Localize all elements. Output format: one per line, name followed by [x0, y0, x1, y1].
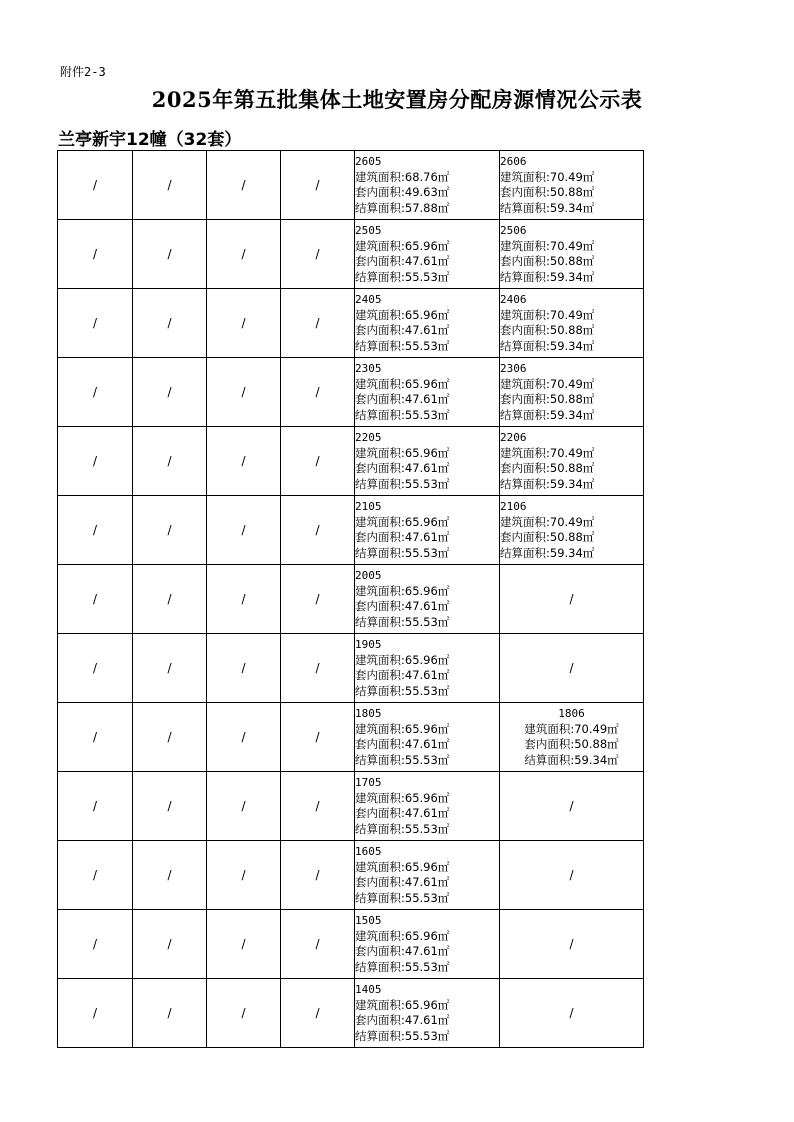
empty-cell: / [281, 772, 355, 841]
settlement-area: 结算面积:55.53㎡ [355, 752, 450, 767]
unit-number: 1505 [355, 914, 382, 927]
empty-cell: / [207, 427, 281, 496]
inner-area: 套内面积:47.61㎡ [355, 530, 450, 544]
unit-number: 2406 [500, 293, 527, 306]
settlement-area: 结算面积:59.34㎡ [500, 269, 595, 284]
unit-number: 2106 [500, 500, 527, 513]
empty-cell: / [500, 772, 644, 841]
unit-number: 2405 [355, 293, 382, 306]
settlement-area: 结算面积:59.34㎡ [500, 407, 595, 422]
unit-cell [500, 427, 644, 496]
building-area: 建筑面积:70.49㎡ [500, 376, 595, 391]
empty-cell: / [58, 220, 133, 289]
inner-area: 套内面积:47.61㎡ [355, 668, 450, 682]
unit-number: 1805 [355, 707, 382, 720]
table-row [58, 151, 644, 220]
building-area: 建筑面积:70.49㎡ [500, 307, 595, 322]
unit-number: 2005 [355, 569, 382, 582]
empty-cell: / [58, 427, 133, 496]
unit-number: 1905 [355, 638, 382, 651]
empty-cell: / [281, 841, 355, 910]
building-area: 建筑面积:65.96㎡ [355, 652, 450, 667]
table-row [58, 427, 644, 496]
settlement-area: 结算面积:55.53㎡ [355, 1028, 450, 1043]
building-area: 建筑面积:65.96㎡ [355, 721, 450, 736]
inner-area: 套内面积:50.88㎡ [500, 254, 595, 268]
building-area: 建筑面积:65.96㎡ [355, 514, 450, 529]
empty-cell: / [207, 634, 281, 703]
inner-area: 套内面积:47.61㎡ [355, 254, 450, 268]
building-area: 建筑面积:68.76㎡ [355, 169, 450, 184]
attachment-label: 附件2-3 [60, 65, 106, 79]
unit-cell [355, 841, 500, 910]
settlement-area: 结算面积:55.53㎡ [355, 614, 450, 629]
building-area: 建筑面积:65.96㎡ [355, 307, 450, 322]
table-row [58, 289, 644, 358]
empty-cell: / [133, 703, 207, 772]
empty-cell: / [500, 841, 644, 910]
unit-number: 2306 [500, 362, 527, 375]
empty-cell: / [281, 289, 355, 358]
settlement-area: 结算面积:55.53㎡ [355, 476, 450, 491]
empty-cell: / [58, 634, 133, 703]
building-area: 建筑面积:70.49㎡ [500, 238, 595, 253]
empty-cell: / [133, 841, 207, 910]
unit-cell [355, 634, 500, 703]
building-area: 建筑面积:65.96㎡ [355, 790, 450, 805]
empty-cell: / [58, 910, 133, 979]
empty-cell: / [207, 841, 281, 910]
empty-cell: / [207, 220, 281, 289]
housing-table [57, 150, 644, 1048]
settlement-area: 结算面积:55.53㎡ [355, 269, 450, 284]
empty-cell: / [281, 427, 355, 496]
empty-cell: / [207, 910, 281, 979]
building-area: 建筑面积:65.96㎡ [355, 376, 450, 391]
table-row [58, 703, 644, 772]
table-row [58, 565, 644, 634]
unit-cell [500, 496, 644, 565]
unit-number: 1605 [355, 845, 382, 858]
building-area: 建筑面积:70.49㎡ [524, 721, 619, 736]
settlement-area: 结算面积:55.53㎡ [355, 890, 450, 905]
inner-area: 套内面积:47.61㎡ [355, 875, 450, 889]
settlement-area: 结算面积:55.53㎡ [355, 545, 450, 560]
inner-area: 套内面积:50.88㎡ [500, 323, 595, 337]
empty-cell: / [58, 703, 133, 772]
table-row [58, 358, 644, 427]
unit-number: 1806 [558, 707, 585, 720]
inner-area: 套内面积:47.61㎡ [355, 461, 450, 475]
empty-cell: / [133, 634, 207, 703]
empty-cell: / [133, 496, 207, 565]
empty-cell: / [133, 151, 207, 220]
unit-cell [355, 358, 500, 427]
empty-cell: / [281, 565, 355, 634]
empty-cell: / [133, 358, 207, 427]
table-row [58, 772, 644, 841]
unit-cell [500, 703, 644, 772]
empty-cell: / [133, 565, 207, 634]
inner-area: 套内面积:50.88㎡ [500, 392, 595, 406]
empty-cell: / [281, 358, 355, 427]
unit-number: 2505 [355, 224, 382, 237]
empty-cell: / [58, 772, 133, 841]
empty-cell: / [133, 910, 207, 979]
inner-area: 套内面积:47.61㎡ [355, 944, 450, 958]
unit-cell [355, 496, 500, 565]
building-area: 建筑面积:65.96㎡ [355, 997, 450, 1012]
building-area: 建筑面积:70.49㎡ [500, 169, 595, 184]
empty-cell: / [281, 634, 355, 703]
empty-cell: / [133, 427, 207, 496]
unit-cell [500, 358, 644, 427]
unit-cell [355, 565, 500, 634]
unit-cell [355, 772, 500, 841]
empty-cell: / [207, 979, 281, 1048]
inner-area: 套内面积:47.61㎡ [355, 599, 450, 613]
unit-number: 2605 [355, 155, 382, 168]
settlement-area: 结算面积:59.34㎡ [500, 476, 595, 491]
empty-cell: / [207, 289, 281, 358]
settlement-area: 结算面积:55.53㎡ [355, 959, 450, 974]
building-area: 建筑面积:65.96㎡ [355, 859, 450, 874]
unit-number: 2606 [500, 155, 527, 168]
empty-cell: / [133, 289, 207, 358]
empty-cell: / [281, 496, 355, 565]
empty-cell: / [207, 703, 281, 772]
building-area: 建筑面积:65.96㎡ [355, 238, 450, 253]
page-title: 2025年第五批集体土地安置房分配房源情况公示表 [151, 87, 643, 112]
housing-table-body [58, 151, 644, 1048]
settlement-area: 结算面积:55.53㎡ [355, 338, 450, 353]
table-row [58, 634, 644, 703]
inner-area: 套内面积:50.88㎡ [500, 461, 595, 475]
empty-cell: / [281, 220, 355, 289]
building-area: 建筑面积:70.49㎡ [500, 445, 595, 460]
empty-cell: / [133, 979, 207, 1048]
unit-cell [355, 151, 500, 220]
settlement-area: 结算面积:57.88㎡ [355, 200, 450, 215]
empty-cell: / [58, 358, 133, 427]
empty-cell: / [500, 979, 644, 1048]
empty-cell: / [58, 565, 133, 634]
settlement-area: 结算面积:55.53㎡ [355, 407, 450, 422]
unit-number: 2506 [500, 224, 527, 237]
unit-number: 2105 [355, 500, 382, 513]
unit-number: 2206 [500, 431, 527, 444]
building-area: 建筑面积:65.96㎡ [355, 928, 450, 943]
building-area: 建筑面积:65.96㎡ [355, 445, 450, 460]
table-row [58, 979, 644, 1048]
inner-area: 套内面积:50.88㎡ [500, 530, 595, 544]
empty-cell: / [281, 979, 355, 1048]
empty-cell: / [281, 151, 355, 220]
empty-cell: / [133, 220, 207, 289]
inner-area: 套内面积:50.88㎡ [500, 185, 595, 199]
empty-cell: / [500, 910, 644, 979]
building-area: 建筑面积:65.96㎡ [355, 583, 450, 598]
empty-cell: / [281, 910, 355, 979]
settlement-area: 结算面积:55.53㎡ [355, 821, 450, 836]
inner-area: 套内面积:50.88㎡ [524, 737, 619, 751]
empty-cell: / [207, 358, 281, 427]
empty-cell: / [58, 841, 133, 910]
unit-cell [355, 910, 500, 979]
inner-area: 套内面积:47.61㎡ [355, 737, 450, 751]
unit-number: 1705 [355, 776, 382, 789]
building-area: 建筑面积:70.49㎡ [500, 514, 595, 529]
settlement-area: 结算面积:59.34㎡ [500, 200, 595, 215]
unit-cell [355, 427, 500, 496]
inner-area: 套内面积:47.61㎡ [355, 323, 450, 337]
settlement-area: 结算面积:59.34㎡ [500, 545, 595, 560]
empty-cell: / [58, 496, 133, 565]
settlement-area: 结算面积:59.34㎡ [524, 752, 619, 767]
table-row [58, 841, 644, 910]
unit-cell [355, 220, 500, 289]
building-heading: 兰亭新宇12幢（32套） [58, 130, 242, 150]
inner-area: 套内面积:47.61㎡ [355, 392, 450, 406]
inner-area: 套内面积:49.63㎡ [355, 185, 450, 199]
empty-cell: / [58, 979, 133, 1048]
unit-cell [500, 220, 644, 289]
empty-cell: / [207, 565, 281, 634]
empty-cell: / [281, 703, 355, 772]
empty-cell: / [207, 151, 281, 220]
table-row [58, 910, 644, 979]
unit-number: 2305 [355, 362, 382, 375]
unit-cell [355, 289, 500, 358]
empty-cell: / [133, 772, 207, 841]
unit-cell [500, 289, 644, 358]
inner-area: 套内面积:47.61㎡ [355, 806, 450, 820]
empty-cell: / [58, 151, 133, 220]
table-row [58, 496, 644, 565]
unit-cell [355, 979, 500, 1048]
inner-area: 套内面积:47.61㎡ [355, 1013, 450, 1027]
settlement-area: 结算面积:59.34㎡ [500, 338, 595, 353]
unit-number: 2205 [355, 431, 382, 444]
unit-cell [355, 703, 500, 772]
empty-cell: / [58, 289, 133, 358]
empty-cell: / [500, 634, 644, 703]
empty-cell: / [207, 772, 281, 841]
table-row [58, 220, 644, 289]
empty-cell: / [500, 565, 644, 634]
empty-cell: / [207, 496, 281, 565]
unit-number: 1405 [355, 983, 382, 996]
unit-cell [500, 151, 644, 220]
settlement-area: 结算面积:55.53㎡ [355, 683, 450, 698]
